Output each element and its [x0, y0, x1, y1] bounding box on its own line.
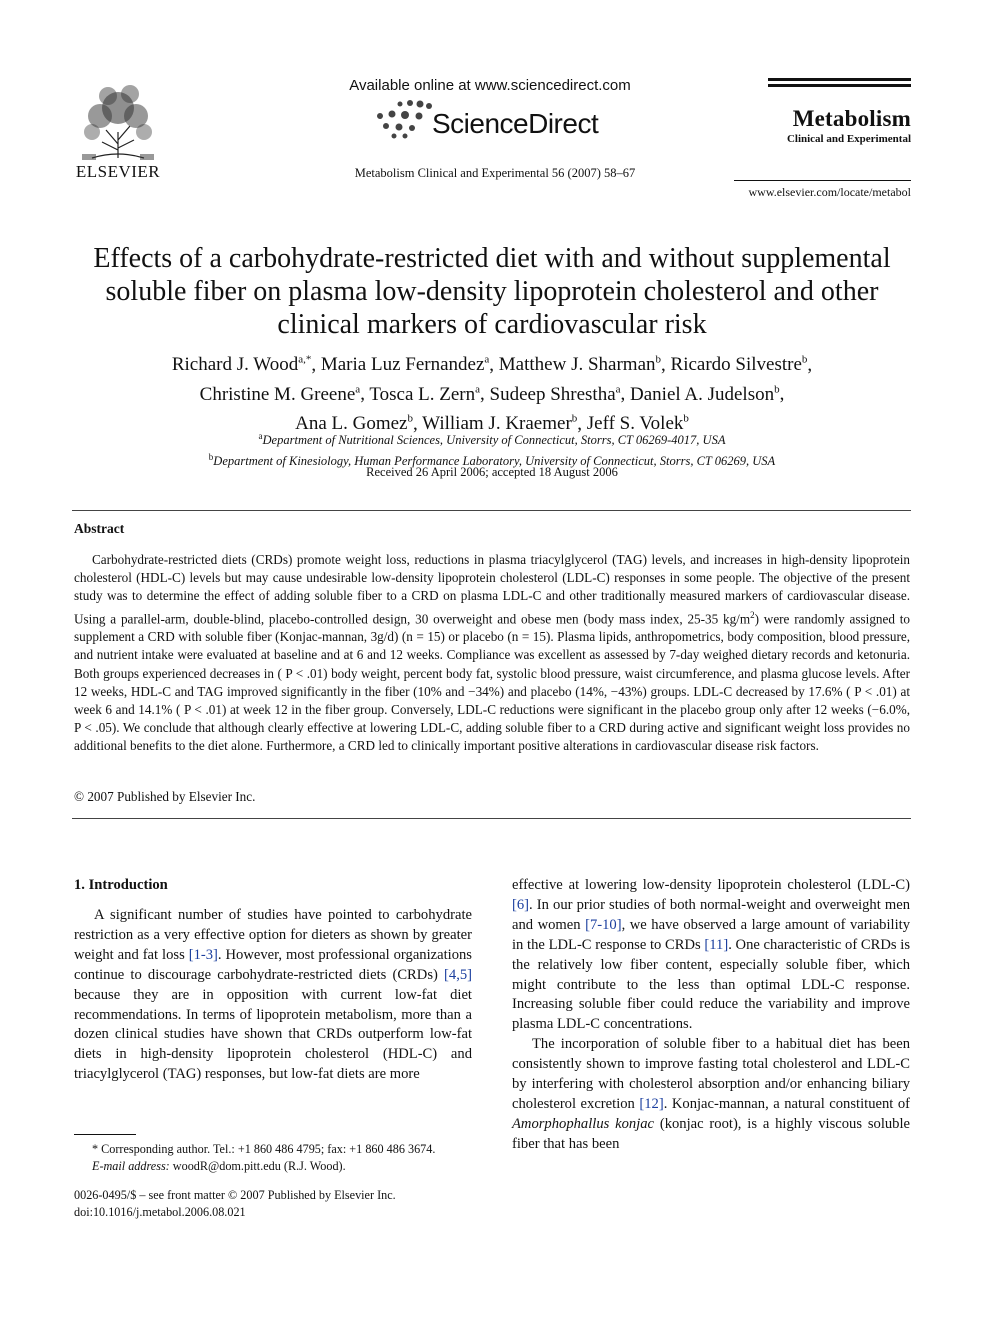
affiliations: [72, 428, 912, 470]
affiliation: $^a$Department of Nutritional Sciences, University of Connecticut, Storrs, CT 06269-4017, USA: [258, 431, 726, 448]
issn-line: 0026-0495/$ – see front matter © 2007 Published by Elsevier Inc.: [74, 1188, 396, 1202]
author[interactable]: Ana L. Gomez$^b$: [295, 412, 413, 434]
author[interactable]: Maria Luz Fernandez$^a$: [320, 354, 490, 376]
email-note: E-mail address: woodR@dom.pitt.edu (R.J. Wood).: [92, 1159, 346, 1173]
author[interactable]: William J. Kraemer$^b$: [422, 412, 578, 434]
citation-link[interactable]: [12]: [639, 1095, 664, 1112]
sciencedirect-dots-icon: [372, 98, 434, 140]
journal-citation: Metabolism Clinical and Experimental 56 (2007) 58–67: [354, 166, 636, 180]
abstract-copyright: © 2007 Published by Elsevier Inc.: [74, 789, 256, 804]
author[interactable]: Matthew J. Sharman$^b$: [498, 354, 662, 376]
sciencedirect-brand: ScienceDirect: [432, 108, 599, 139]
footnote-rule: [74, 1134, 136, 1135]
sciencedirect-availability[interactable]: Available online at www.sciencedirect.com: [349, 77, 631, 94]
journal-rules: [768, 78, 911, 90]
journal-divider: [734, 180, 911, 181]
intro-paragraph: The incorporation of soluble fiber to a habitual diet has been consistently shown to improve fasting total cholesterol and LDL-C by interfering with cholesterol absorption and/or enhancing biliary cholesterol excretion [12]. Konjac-mannan, a natural constituent of Amorphophallus konjac (konjac root), is a highly viscous soluble fiber that has been: [512, 1036, 910, 1152]
author[interactable]: Richard J. Wood$^{a,*}$: [171, 354, 312, 376]
footnote: [74, 1141, 472, 1175]
author[interactable]: Ricardo Silvestre$^b$: [670, 354, 808, 376]
journal-subtitle: Clinical and Experimental: [786, 133, 911, 145]
author-list: Richard J. Wood$^{a,*}$, Maria Luz Fernandez$^a$, Matthew J. Sharman$^b$, Ricardo Silvestre$^b$, Christine M. Greene$^a$, Tosca L. Zern$^a$, Sudeep Shrestha$^a$, Daniel A. Judelson$^b$, Ana L. Gomez$^b$, William J. Kraemer$^b$, Jeff S. Volek$^b$: [171, 354, 813, 434]
body-column-right: [512, 876, 910, 1155]
citation-link[interactable]: [1-3]: [188, 946, 218, 963]
journal-title: Metabolism: [792, 106, 911, 131]
front-matter: [74, 1187, 396, 1221]
article-title: Effects of a carbohydrate-restricted diet with and without supplemental soluble fiber on plasma low-density lipoprotein cholesterol and other clinical markers of cardiovascular risk: [93, 243, 891, 340]
intro-paragraph: A significant number of studies have pointed to carbohydrate restriction as a very effective option for dieters as shown by greater weight and fat loss [1-3]. However, most professional organizations continue to discourage carbohydrate-restricted diets (CRDs) [4,5] because they are in opposition with current low-fat diet recommendations. In terms of lipoprotein metabolism, more than a dozen clinical studies have shown that CRDs outperform low-fat diets in high-density lipoprotein cholesterol (HDL-C) and triacylglycerol (TAG) responses, but low-fat diets are more: [74, 907, 472, 1083]
citation-link[interactable]: [11]: [704, 936, 729, 953]
author[interactable]: Tosca L. Zern$^a$: [369, 383, 481, 405]
author[interactable]: Jeff S. Volek$^b$: [586, 412, 689, 434]
email-link[interactable]: woodR@dom.pitt.edu (R.J. Wood).: [169, 1159, 346, 1173]
author[interactable]: Christine M. Greene$^a$: [199, 383, 361, 405]
received-dates: Received 26 April 2006; accepted 18 August 2006: [366, 465, 618, 479]
citation-link[interactable]: [4,5]: [444, 966, 472, 983]
publisher-name: ELSEVIER: [75, 162, 161, 181]
intro-paragraph-continued: effective at lowering low-density lipoprotein cholesterol (LDL-C) [6]. In our prior studies of both normal-weight and overweight men and women [7-10], we have observed a large amount of variability in the LDL-C response to CRDs [11]. One characteristic of CRDs is the relatively low fiber content, especially soluble fiber, which might contribute to the less than optimal LDL-C response. Increasing soluble fiber could reduce the variability and improve plasma LDL-C concentrations.: [512, 877, 910, 1033]
body-column-left: [74, 906, 472, 1085]
author[interactable]: Sudeep Shrestha$^a$: [489, 383, 621, 405]
abstract-heading: Abstract: [74, 521, 125, 536]
corresponding-author-note: * Corresponding author. Tel.: +1 860 486 4795; fax: +1 860 486 3674.: [92, 1142, 436, 1156]
citation-link[interactable]: [6]: [512, 896, 530, 913]
citation-link[interactable]: [7-10]: [585, 916, 622, 933]
affiliation: $^b$Department of Kinesiology, Human Performance Laboratory, University of Connecticut, Storrs, CT 06269, USA: [208, 452, 776, 469]
section-heading-introduction: 1. Introduction: [74, 877, 168, 893]
abstract-body: Carbohydrate-restricted diets (CRDs) promote weight loss, reductions in plasma triacylglycerol (TAG) levels, and increases in high-density lipoprotein cholesterol (HDL-C) levels but may cause undesirable low-density lipoprotein cholesterol (LDL-C) responses in some people. The objective of the present study was to determine the effect of adding soluble fiber to a CRD on plasma LDL-C and other traditionally measured markers of cardiovascular disease. Using a parallel-arm, double-blind, placebo-controlled design, 30 overweight and obese men (body mass index, 25-35 $kg/m^2$) were randomly assigned to supplement a CRD with soluble fiber (Konjac-mannan, 3g/d) (n = 15) or placebo (n = 15). Plasma lipids, anthropometrics, body composition, blood pressure, and nutrient intake were evaluated at baseline and at 6 and 12 weeks. Compliance was excellent as assessed by 7-day weighed dietary records and ketonuria. Both groups experienced decreases in ( P < .01) body weight, percent body fat, systolic blood pressure, waist circumference, and plasma glucose levels. After 12 weeks, HDL-C and TAG improved significantly in the fiber (10% and −34%) and placebo (14%, −43%) groups. LDL-C decreased by 17.6% ( P < .01) at week 6 and 14.1% ( P < .01) at week 12 in the fiber group. Conversely, LDL-C reductions were significant in the placebo group only after 12 weeks (−6.0%, P < .05). We conclude that although clearly effective at lowering LDL-C, adding soluble fiber to a CRD during active and significant weight loss provides no additional benefits to the diet alone. Furthermore, a CRD led to clinically important positive alterations in cardiovascular disease risk factors.: [74, 552, 910, 754]
journal-url[interactable]: www.elsevier.com/locate/metabol: [748, 185, 911, 199]
abstract-bottom-rule: [72, 818, 911, 819]
abstract-top-rule: [72, 510, 911, 511]
author[interactable]: Daniel A. Judelson$^b$: [630, 383, 780, 405]
doi-line[interactable]: doi:10.1016/j.metabol.2006.08.021: [74, 1205, 246, 1219]
